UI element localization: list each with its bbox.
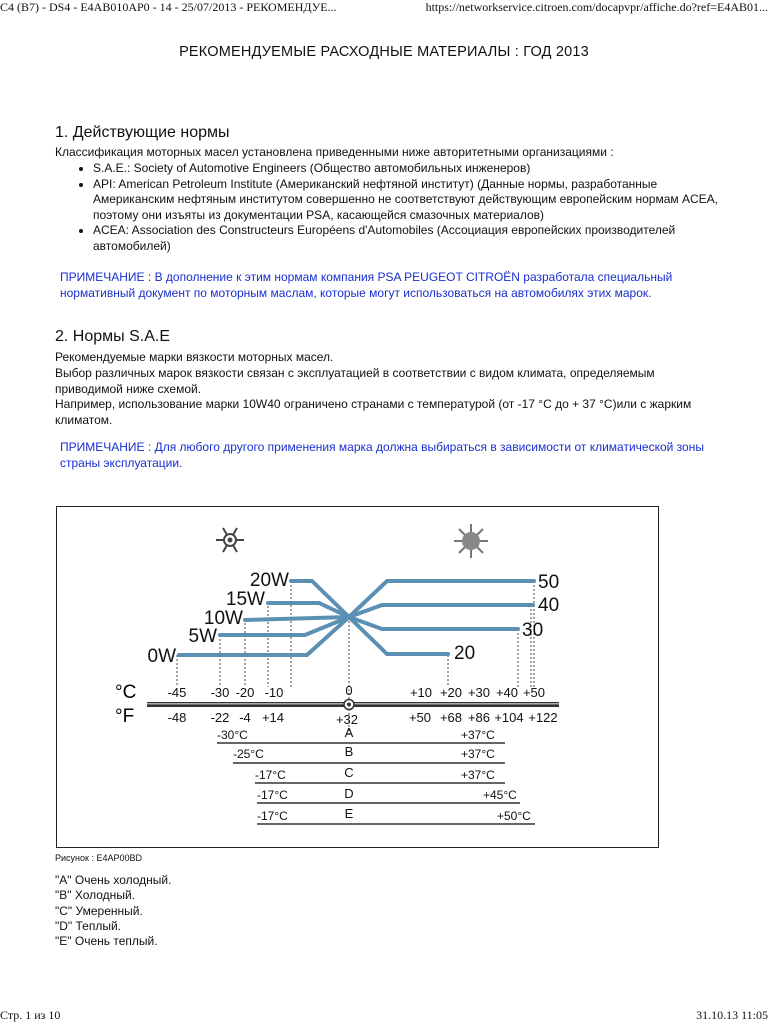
section1-bullets [78, 161, 733, 254]
grade-5w: 5W [188, 626, 217, 647]
page-title: РЕКОМЕНДУЕМЫЕ РАСХОДНЫЕ МАТЕРИАЛЫ : ГОД 2013 [179, 44, 589, 60]
zone-label: A [344, 725, 354, 740]
print-timestamp: 31.10.13 11:05 [696, 1008, 768, 1022]
grade-10w: 10W [203, 608, 243, 629]
grade-15w: 15W [225, 589, 265, 610]
caption-ref: E4AP00BD [96, 853, 142, 863]
header-url[interactable]: https://networkservice.citroen.com/docapvpr/affiche.do?ref=E4AB01... [425, 0, 768, 14]
c-tick: -10 [264, 685, 284, 700]
c-tick: +30 [467, 685, 491, 700]
zone-max: +50°C [497, 809, 531, 823]
zone-min: -17°C [257, 809, 288, 823]
zone-row-b [233, 744, 505, 763]
page-counter: Стр. 1 из 10 [0, 1008, 61, 1022]
zone-max: +45°C [483, 788, 517, 802]
zone-label: B [344, 744, 354, 759]
zone-label: C [344, 765, 354, 780]
legend-item: "D" Теплый. [55, 918, 122, 933]
section2-heading: 2. Нормы S.A.E [55, 328, 170, 345]
legend-item: "A" Очень холодный. [55, 873, 172, 887]
c-tick: +50 [522, 685, 546, 700]
zone-min: -25°C [233, 747, 264, 761]
zone-row-d [257, 786, 520, 803]
c-tick: +40 [495, 685, 519, 700]
c-tick: +20 [439, 685, 463, 700]
legend-item: "B" Холодный. [55, 888, 135, 903]
unit-fahrenheit: °F [115, 706, 135, 727]
zone-max: +37°C [461, 768, 495, 782]
curve-30 [349, 617, 518, 629]
section2-note [60, 439, 725, 471]
climate-zones [217, 725, 535, 824]
legend-item: "C" Умеренный. [55, 903, 143, 918]
viscosity-figure [56, 506, 659, 848]
zone-label: D [344, 786, 354, 801]
grade-0w: 0W [147, 646, 176, 667]
section2-p1: Рекомендуемые марки вязкости моторных масел. [55, 350, 334, 364]
zone-row-a [217, 725, 505, 743]
f-tick: +104 [494, 710, 524, 725]
section1-heading: 1. Действующие нормы [55, 124, 230, 141]
fahrenheit-ticks [168, 710, 558, 727]
c-tick: +10 [409, 685, 433, 700]
unit-celsius: °C [115, 682, 137, 703]
curve-10w [245, 617, 349, 620]
zone-max: +37°C [461, 728, 495, 742]
snowflake-icon [216, 528, 244, 552]
caption-label: Рисунок : [55, 853, 94, 863]
f-tick: +32 [335, 712, 359, 727]
f-tick: +68 [439, 710, 463, 725]
sun-icon [454, 524, 488, 558]
bullet-api: • API: American Petroleum Institute (Американский нефтяной институт) (Данные нормы, разработанные Американским нефтяным институтом совершенно не соответствуют действующим европейским нормам ACEA, поэтому они изъяты из документации PSA, касающейся смазочных материалов) [93, 177, 733, 224]
note-text: : В дополнение к этим нормам компания PSA PEUGEOT CITROËN разработала специальный нормативный документ по моторным маслам, которые могут использоваться на автомобилях этих марок. [60, 270, 673, 300]
grade-20w: 20W [249, 570, 289, 591]
grade-20: 20 [454, 643, 476, 664]
f-tick: +14 [261, 710, 285, 725]
note-label: ПРИМЕЧАНИЕ [60, 440, 145, 454]
bullet-acea: • ACEA: Association des Constructeurs Européens d'Automobiles (Ассоциация европейских производителей автомобилей) [93, 223, 733, 254]
zone-legend [55, 873, 171, 949]
f-tick: -4 [239, 710, 251, 725]
grade-50: 50 [538, 572, 560, 593]
f-tick: -48 [167, 710, 187, 725]
c-tick: -45 [167, 685, 187, 700]
c-tick: -30 [210, 685, 230, 700]
celsius-ticks [168, 683, 545, 700]
zone-min: -17°C [257, 788, 288, 802]
zone-min: -30°C [217, 728, 248, 742]
legend-item: "E" Очень теплый. [55, 934, 158, 949]
curve-40 [349, 605, 533, 617]
grade-40: 40 [538, 595, 560, 616]
f-tick: +86 [467, 710, 491, 725]
section2-p2: Выбор различных марок вязкости связан с эксплуатацией в соответствии с видом климата, определяемым приводимой ниже схемой. [55, 366, 655, 396]
zone-row-c [255, 765, 505, 783]
f-tick: +50 [408, 710, 432, 725]
c-tick: -20 [235, 685, 255, 700]
grade-30: 30 [522, 620, 544, 641]
zone-min: -17°C [255, 768, 286, 782]
section2-p3: Например, использование марки 10W40 ограничено странами с температурой (от -17 °C до + 37 °C)или с жарким климатом. [55, 397, 692, 427]
bullet-sae: • S.A.E.: Society of Automotive Engineers (Общество автомобильных инженеров) [93, 161, 733, 177]
c-tick: 0 [345, 683, 353, 698]
figure-caption [55, 853, 142, 863]
f-tick: +122 [528, 710, 558, 725]
zone-label: E [344, 806, 354, 821]
zone-max: +37°C [461, 747, 495, 761]
note-label: ПРИМЕЧАНИЕ [60, 270, 145, 284]
note-text: : Для любого другого применения марка должна выбираться в зависимости от климатической зоны страны эксплуатации. [60, 440, 704, 470]
curve-50 [349, 581, 534, 617]
section1-note [60, 269, 725, 301]
zone-row-e [257, 806, 535, 824]
f-tick: -22 [210, 710, 230, 725]
section1-intro: Классификация моторных масел установлена приведенными ниже авторитетными организациями : [55, 145, 614, 159]
header-left: C4 (B7) - DS4 - E4AB010AP0 - 14 - 25/07/2013 - РЕКОМЕНДУЕ... [0, 0, 337, 14]
viscosity-diagram [57, 507, 658, 847]
